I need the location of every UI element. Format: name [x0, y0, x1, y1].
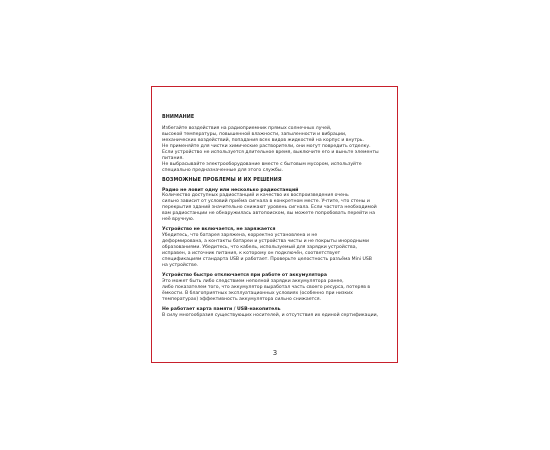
text-line: Если устройство не используется длительное время, выключите его и выньте элементы: [162, 149, 379, 155]
text-line: питания.: [162, 155, 184, 161]
problems-heading: ВОЗМОЖНЫЕ ПРОБЛЕМЫ И ИХ РЕШЕНИЯ: [162, 177, 282, 183]
text-line: образованиями. Убедитесь, что кабель, используемый для зарядки устройства,: [162, 245, 358, 251]
text-line: Количество доступных радиостанций и качество их воспроизведения очень: [162, 193, 349, 199]
manual-page-content: [162, 115, 390, 319]
section-title: Радио не ловит одну или несколько радиостанций: [162, 187, 299, 193]
section-battery: [162, 273, 390, 303]
text-line: механических воздействий, попадания всех видов жидкостей на корпус и внутрь.: [162, 137, 364, 143]
section-title: Не работает карта памяти / USB-накопитель: [162, 306, 281, 312]
text-line: Не выбрасывайте электрооборудование вместе с бытовым мусором, используйте: [162, 161, 362, 167]
section-title: Устройство не включается, не заряжается: [162, 227, 276, 233]
text-line: высокой температуры, повышенной влажности, запыленности и вибрации,: [162, 131, 347, 137]
text-line: вам радиостанции не обнаружилась автопоиском, вы можете попробовать перейти на: [162, 211, 376, 217]
text-line: на устройстве.: [162, 262, 199, 268]
text-line: неё вручную.: [162, 217, 195, 223]
text-line: спецификациям стандарта USB и работает. Проверьте целостность разъёма Mini USB: [162, 257, 372, 263]
text-line: либо показателем того, что аккумулятор выработал часть своего ресурса, потеряв в: [162, 284, 371, 290]
text-line: Убедитесь, что батарея заряжена, корректно установлена и не: [162, 233, 318, 239]
text-line: В силу многообразия существующих носителей, и отсутствия их единой сертификации,: [162, 312, 379, 318]
text-line: Это может быть либо следствием неполной зарядки аккумулятора ранее,: [162, 278, 344, 284]
page-number: 3: [272, 349, 278, 357]
text-line: температурах) эффективность аккумулятора сильно снижается.: [162, 296, 321, 302]
text-line: специально предназначенные для этого службы.: [162, 167, 283, 173]
section-no-power: [162, 227, 390, 269]
text-line: Избегайте воздействия на радиоприемник прямых солнечных лучей,: [162, 125, 332, 131]
text-line: деформирована, а контакты батареи и устройства чисты и не покрыты инородными: [162, 239, 369, 245]
section-title: Устройство быстро отключается при работе от аккумулятора: [162, 272, 327, 278]
section-no-stations: [162, 188, 390, 224]
text-line: ёмкости. В благоприятных эксплуатационных условиях (особенно при низких: [162, 290, 353, 296]
text-line: перекрытия зданий значительно снижают уровень сигнала. Если частота необходимой: [162, 205, 377, 211]
section-memory-card: [162, 307, 390, 319]
text-line: Не применяйте для чистки химические растворители, они могут повредить отделку.: [162, 143, 371, 149]
text-line: сильно зависит от условий приёма сигнала в конкретном месте. Учтите, что стены и: [162, 199, 370, 205]
warning-heading: ВНИМАНИЕ: [162, 115, 195, 120]
warning-paragraph: [162, 126, 390, 174]
text-line: исправен, а источник питания, к которому он подключён, соответствует: [162, 251, 341, 257]
